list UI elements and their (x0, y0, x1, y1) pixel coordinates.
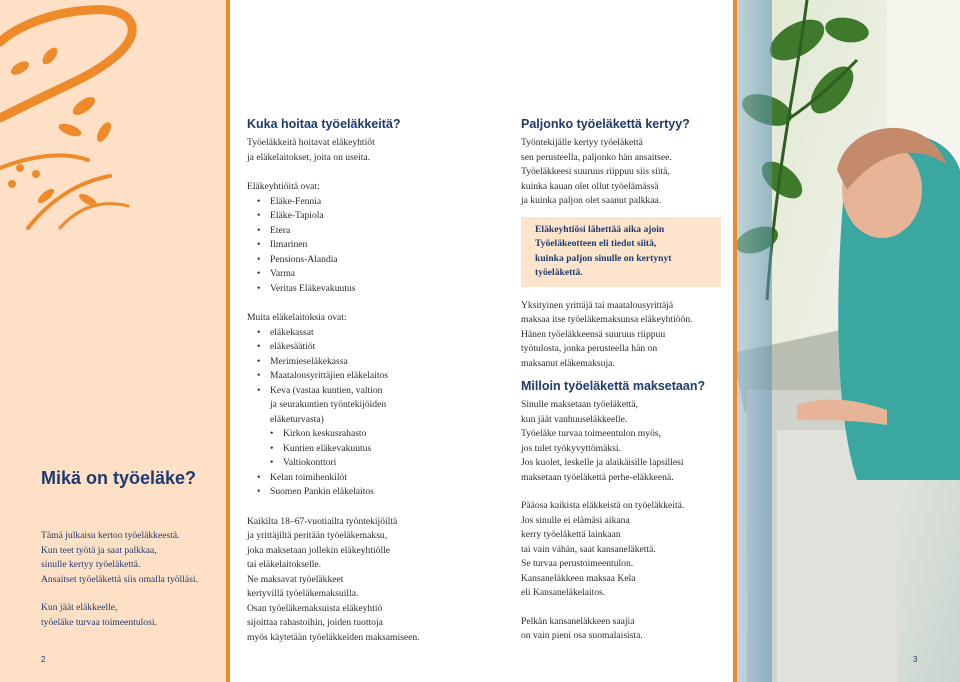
companies-list (247, 195, 462, 297)
text-line: Ne maksavat työeläkkeet (247, 573, 344, 585)
text-line: joka maksetaan jollekin eläkeyhtiölle (247, 544, 391, 556)
list-item: • Pensions-Alandia (257, 253, 462, 268)
text-line: Jos sinulle ei elämäsi aikana (521, 514, 630, 526)
left-intro (41, 529, 198, 631)
left-intro-line: Ansaitset työeläkettä siis omalla työlläsi. (41, 573, 198, 585)
page-number-right: 3 (913, 655, 918, 664)
text-line: ja kuinka paljon olet saanut palkkaa. (521, 195, 662, 206)
left-intro-line: sinulle kertyy työeläkettä. (41, 559, 141, 571)
list-item: • Kuntien eläkevakuutus (270, 442, 462, 457)
list-item: • Kirkon keskusrahasto (270, 427, 462, 442)
list-item: • eläkesäätiöt (257, 340, 462, 355)
text-line: kerry työeläkettä lainkaan (521, 529, 621, 540)
text-line: Kaikilta 18–67-vuotiailta työntekijöiltä (247, 515, 398, 527)
text-line: Kansaneläkkeen maksaa Kela (521, 572, 636, 584)
text-line: Pelkän kansaneläkkeen saajia (521, 615, 635, 627)
text-line: • Keva (vastaa kuntien, valtion (270, 384, 383, 396)
section-heading-payment: Milloin työeläkettä maksetaan? (521, 379, 706, 393)
list-item: • Veritas Eläkevakuutus (257, 282, 462, 297)
highlight-line: työeläkettä. (535, 267, 583, 278)
text-line: tai eläkelaitokselle. (247, 559, 322, 570)
text-line: työtulosta, jonka perusteella hän on (521, 343, 658, 354)
text-line: Yksityinen yrittäjä tai maatalousyrittäjä (521, 299, 674, 311)
text-line: sijoittaa rahastoihin, joiden tuottoja (247, 617, 383, 628)
text-line: sen perusteella, paljonko hän ansaitsee. (521, 151, 672, 163)
others-list (247, 326, 462, 500)
text-line: kertyvillä työeläkemaksuilla. (247, 588, 359, 599)
text-line: eli Kansaneläkelaitos. (521, 587, 606, 598)
left-closing-line: työeläke turvaa toimeentulosi. (41, 616, 157, 628)
companies-title: Eläkeyhtiöitä ovat: (247, 181, 320, 192)
highlight-line: kuinka paljon sinulle on kertynyt (535, 252, 672, 264)
list-item: • Eläke-Fennia (257, 195, 462, 210)
list-item: • Maatalousyrittäjien eläkelaitos (257, 369, 462, 384)
orange-divider-left (226, 0, 230, 682)
list-item: • Valtiokonttori (270, 456, 462, 471)
text-line: Jos kuolet, leskelle ja alaikäisille lapsillesi (521, 457, 684, 468)
list-item: • Varma (257, 267, 462, 282)
text-line: Työeläkkeitä hoitavat eläkeyhtiöt (247, 137, 375, 148)
highlight-line: Työeläkeotteen eli tiedot siitä, (535, 238, 657, 249)
section-heading-accrual: Paljonko työeläkettä kertyy? (521, 117, 690, 131)
text-line: ja seurakuntien työntekijöiden (270, 399, 387, 410)
text-line: ja eläkelaitokset, joita on useita. (247, 151, 371, 163)
text-line: Se turvaa perustoimeentulon. (521, 558, 634, 569)
page-number-left: 2 (41, 655, 46, 664)
text-line: eläketurvasta) (270, 413, 324, 425)
text-line: Työntekijälle kertyy työeläkettä (521, 137, 643, 148)
office-worker-photo (737, 0, 960, 682)
left-intro-line: Tämä julkaisu kertoo työeläkkeestä. (41, 530, 180, 541)
text-line: kun jäät vanhuuseläkkeelle. (521, 413, 628, 425)
list-item: • Eläke-Tapiola (257, 209, 462, 224)
list-item-keva (257, 384, 462, 471)
text-line: maksaa itse työeläkemaksunsa eläkeyhtiöön. (521, 314, 693, 325)
list-item: • Etera (257, 224, 462, 239)
text-line: myös käytetään työeläkkeiden maksamiseen. (247, 631, 420, 643)
floral-ornament-icon (0, 0, 150, 230)
list-item: • Kelan toimihenkilöt (257, 471, 462, 486)
list-item: • Suomen Pankin eläkelaitos (257, 485, 462, 500)
left-heading: Mikä on työeläke? (41, 468, 197, 488)
text-line: kuinka kauan olet ollut työelämässä (521, 180, 659, 192)
text-line: Työeläkkeesi suuruus riippuu siis siitä, (521, 166, 670, 177)
text-line: tai vain vähän, saat kansaneläkettä. (521, 543, 656, 555)
highlight-line: Eläkeyhtiösi lähettää aika ajoin (535, 223, 665, 235)
text-line: jos tulet työkyvyttömäksi. (521, 442, 621, 454)
text-line: maksanut eläkemaksuja. (521, 357, 615, 369)
others-title: Muita eläkelaitoksia ovat: (247, 312, 347, 323)
text-line: Työeläke turvaa toimeentulon myös, (521, 428, 661, 439)
left-intro-line: Kun teet työtä ja saat palkkaa, (41, 544, 157, 556)
left-closing-line: Kun jäät eläkkeelle, (41, 602, 118, 614)
text-line: ja yrittäjiltä peritään työeläkemaksu, (247, 530, 388, 541)
text-line: Pääosa kaikista eläkkeistä on työeläkkeitä. (521, 500, 685, 511)
text-line: Sinulle maksetaan työeläkettä, (521, 399, 638, 410)
right-column (521, 117, 731, 644)
section-heading-who: Kuka hoitaa työeläkkeitä? (247, 117, 401, 131)
list-item: • eläkekassat (257, 326, 462, 341)
text-line: maksetaan työeläkettä perhe-eläkkeenä. (521, 471, 674, 483)
list-item: • Merimieseläkekassa (257, 355, 462, 370)
keva-sublist (270, 427, 462, 471)
text-line: Hänen työeläkkeensä suuruus riippuu (521, 328, 666, 340)
text-line: Osan työeläkemaksuista eläkeyhtiö (247, 602, 383, 614)
list-item: • Ilmarinen (257, 238, 462, 253)
highlight-box (521, 217, 721, 287)
photo-illustration (737, 0, 960, 682)
middle-column (247, 117, 462, 645)
text-line: on vain pieni osa suomalaisista. (521, 630, 643, 641)
